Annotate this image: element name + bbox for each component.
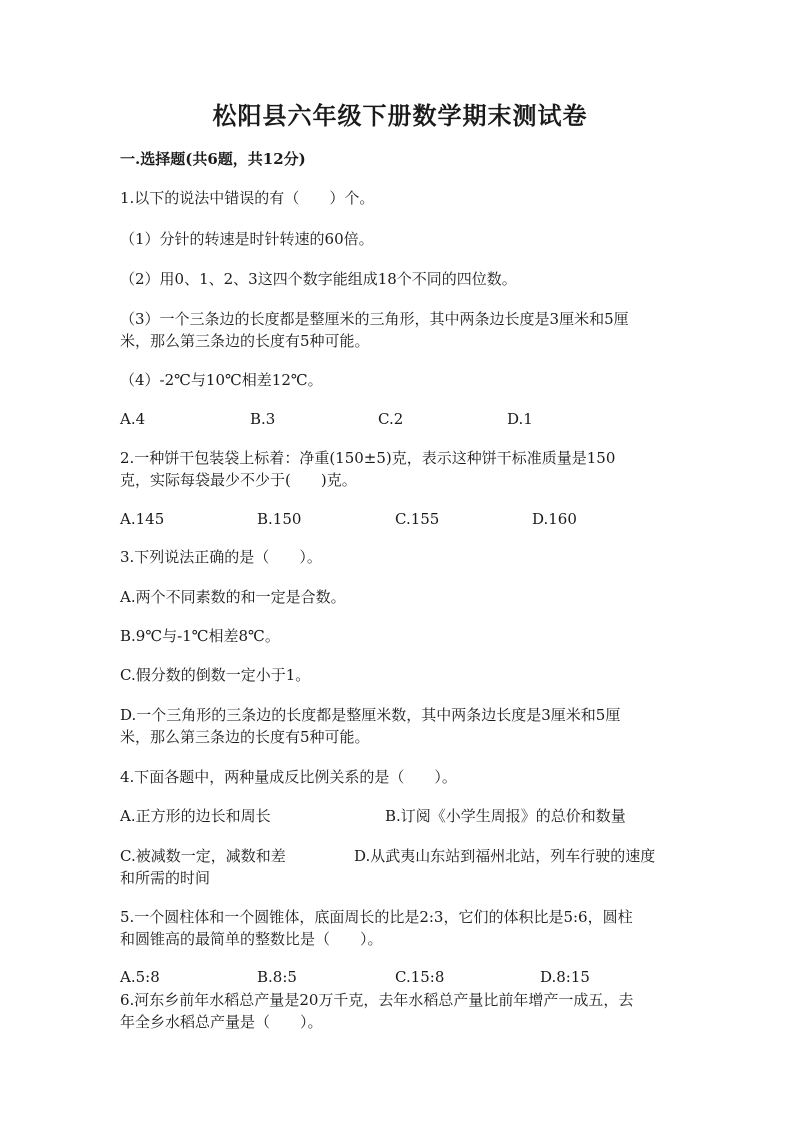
- q1-option-d: D.1: [507, 410, 533, 428]
- q4-option-d-line-1: D.从武夷山东站到福州北站，列车行驶的速度: [354, 847, 656, 865]
- exam-title: 松阳县六年级下册数学期末测试卷: [212, 101, 588, 130]
- q5-option-c: C.15:8: [395, 968, 445, 986]
- q1-option-a: A.4: [120, 410, 146, 428]
- q3-stem: 3.下列说法正确的是（ ）。: [120, 548, 322, 566]
- q1-statement-3a: （3）一个三条边的长度都是整厘米的三角形，其中两条边长度是3厘米和5厘: [120, 310, 629, 328]
- q5-option-b: B.8:5: [257, 968, 297, 986]
- q2-option-d: D.160: [532, 510, 577, 528]
- q2-stem-line-1: 2.一种饼干包装袋上标着：净重(150±5)克，表示这种饼干标准质量是150: [120, 449, 616, 467]
- q3-option-c: C.假分数的倒数一定小于1。: [120, 666, 311, 684]
- section-heading: 一.选择题(共6题，共12分): [120, 150, 306, 168]
- q5-option-a: A.5:8: [120, 968, 160, 986]
- q5-stem-line-1: 5.一个圆柱体和一个圆锥体，底面周长的比是2:3，它们的体积比是5:6，圆柱: [120, 908, 633, 926]
- q4-option-c: C.被减数一定，减数和差: [120, 847, 286, 865]
- q3-option-d-line-2: 米，那么第三条边的长度有5种可能。: [120, 728, 370, 746]
- q1-statement-1: （1）分针的转速是时针转速的60倍。: [120, 230, 374, 248]
- q4-option-a: A.正方形的边长和周长: [120, 807, 271, 825]
- q2-stem-line-2: 克，实际每袋最少不少于( )克。: [120, 471, 357, 489]
- q1-statement-2: （2）用0、1、2、3这四个数字能组成18个不同的四位数。: [120, 270, 517, 288]
- q3-option-d-line-1: D.一个三角形的三条边的长度都是整厘米数，其中两条边长度是3厘米和5厘: [120, 706, 621, 724]
- q1-statement-4: （4）-2℃与10℃相差12℃。: [120, 371, 323, 389]
- q2-option-b: B.150: [257, 510, 302, 528]
- q4-option-d-line-2: 和所需的时间: [120, 869, 211, 887]
- q4-option-b: B.订阅《小学生周报》的总价和数量: [385, 807, 626, 825]
- q6-stem-line-2: 年全乡水稻总产量是（ ）。: [120, 1013, 323, 1031]
- q5-stem-line-2: 和圆锥高的最简单的整数比是（ ）。: [120, 930, 383, 948]
- q2-option-a: A.145: [120, 510, 165, 528]
- q3-option-b: B.9℃与-1℃相差8℃。: [120, 627, 280, 645]
- q1-stem: 1.以下的说法中错误的有（ ）个。: [120, 189, 375, 207]
- q4-stem: 4.下面各题中，两种量成反比例关系的是（ ）。: [120, 768, 457, 786]
- q2-option-c: C.155: [395, 510, 440, 528]
- q3-option-a: A.两个不同素数的和一定是合数。: [120, 588, 346, 606]
- q1-option-b: B.3: [250, 410, 276, 428]
- q1-option-c: C.2: [378, 410, 404, 428]
- q5-option-d: D.8:15: [540, 968, 590, 986]
- q6-stem-line-1: 6.河东乡前年水稻总产量是20万千克，去年水稻总产量比前年增产一成五，去: [120, 991, 634, 1009]
- q1-statement-3b: 米，那么第三条边的长度有5种可能。: [120, 332, 370, 350]
